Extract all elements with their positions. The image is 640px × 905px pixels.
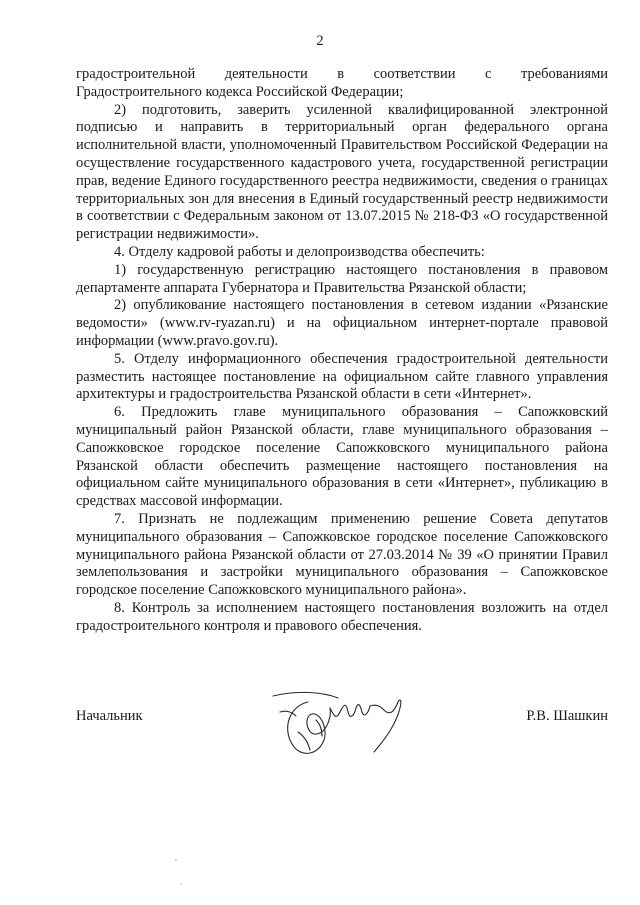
paragraph-item-4-2: 2) опубликование настоящего постановления в сетевом издании «Рязанские ведомости» (www.rv-ryazan.ru) и на официальном интернет-портале правовой информации (www.pravo.gov.ru). xyxy=(76,297,608,349)
paragraph-item-3-2: 2) подготовить, заверить усиленной квалифицированной электронной подписью и направить в территориальный орган федерального органа исполнительной власти, уполномоченный Правительством Российской Федерации на осуществление государственного кадастрового учета, государственной регистрации прав, ведение Единого государственного реестра недвижимости, сведения о границах территориальных зон для внесения в Единый государственный реестр недвижимости в соответствии с Федеральным законом от 13.07.2015 № 218-ФЗ «О государственной регистрации недвижимости». xyxy=(76,101,608,243)
signatory-title: Начальник xyxy=(76,708,143,724)
paragraph-item-8: 8. Контроль за исполнением настоящего постановления возложить на отдел градостроительного контроля и правового обеспечения. xyxy=(76,599,608,634)
signatory-name: Р.В. Шашкин xyxy=(526,708,608,724)
paragraph-continuation: градостроительной деятельности в соответствии с требованиями Градостроительного кодекса Российской Федерации; xyxy=(76,66,608,100)
paragraph-item-4: 4. Отделу кадровой работы и делопроизводства обеспечить: xyxy=(114,243,485,260)
paragraph-item-4-1: 1) государственную регистрацию настоящего постановления в правовом департаменте аппарата Губернатора и Правительства Рязанской области; xyxy=(76,261,608,296)
paragraph-item-7: 7. Признать не подлежащим применению решение Совета депутатов муниципального образования – Сапожковское городское поселение Сапожковского муниципального района Рязанской области от 27.03.2014 № 39 «О принятии Правил землепользования и застройки муниципального образования – Сапожковское городское поселение Сапожковского муниципального района». xyxy=(76,510,608,599)
paragraph-item-5: 5. Отделу информационного обеспечения градостроительной деятельности разместить настоящее постановление на официальном сайте главного управления архитектуры и градостроительства Рязанской области в сети «Интернет». xyxy=(76,350,608,403)
page-number: 2 xyxy=(316,33,324,49)
paragraph-item-6: 6. Предложить главе муниципального образования – Сапожковский муниципальный район Рязанской области, главе муниципального образования – Сапожковское городское поселение Сапожковского муниципального района Рязанской области обеспечить размещение настоящего постановления на официальном сайте муниципального образования в сети «Интернет», публикацию в средствах массовой информации. xyxy=(76,404,608,510)
